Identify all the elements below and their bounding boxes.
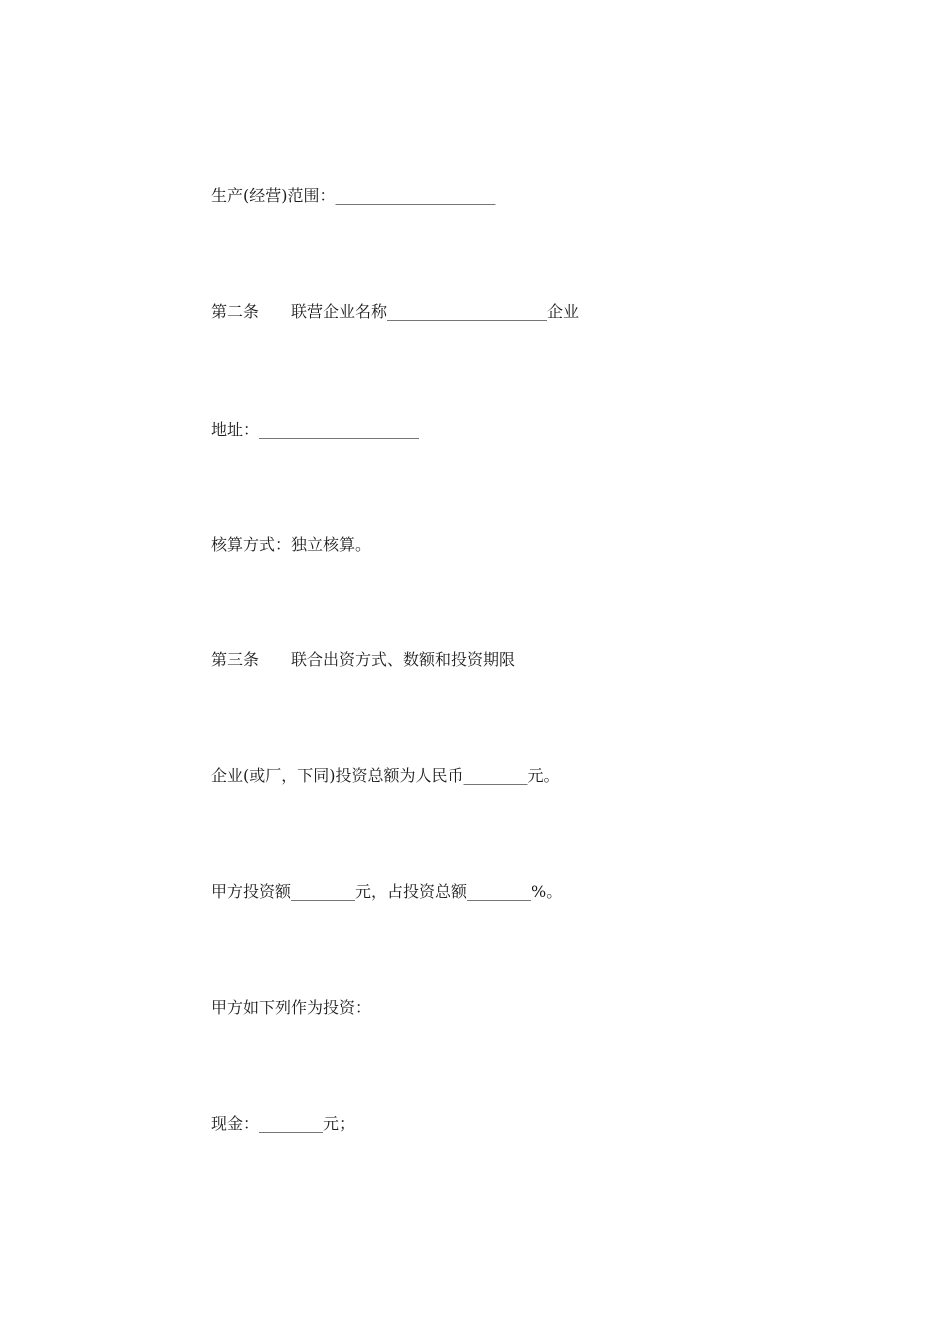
scope-line: 生产(经营)范围：____________________ xyxy=(211,186,496,205)
article-two-line: 第二条 联营企业名称____________________企业 xyxy=(211,302,580,321)
address-line: 地址：____________________ xyxy=(211,420,420,439)
party-a-investment-line: 甲方投资额________元，占投资总额________%。 xyxy=(211,882,563,901)
cash-line: 现金：________元； xyxy=(211,1114,356,1133)
party-a-contribution-line: 甲方如下列作为投资： xyxy=(211,998,372,1017)
total-investment-line: 企业(或厂，下同)投资总额为人民币________元。 xyxy=(211,766,560,785)
accounting-method-line: 核算方式：独立核算。 xyxy=(211,535,372,554)
article-three-line: 第三条 联合出资方式、数额和投资期限 xyxy=(211,650,516,669)
